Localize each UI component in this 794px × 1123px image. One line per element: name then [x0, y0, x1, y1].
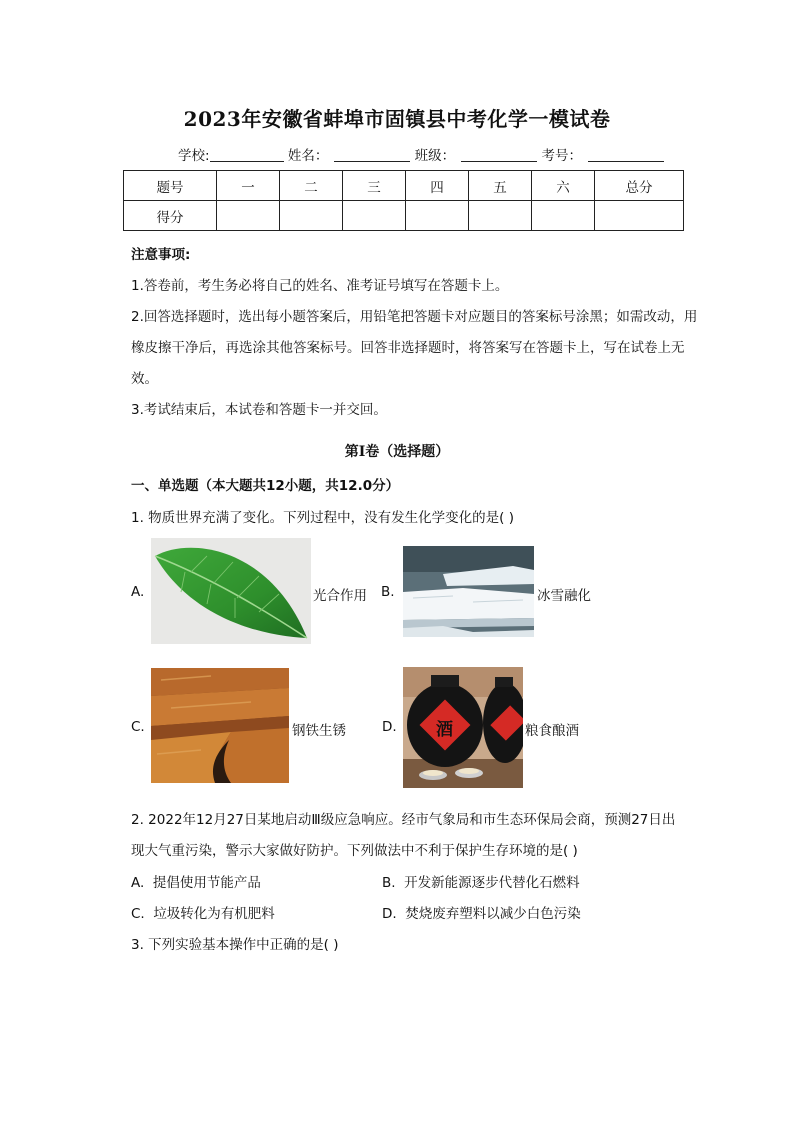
- score-row-label: 得分: [124, 201, 217, 231]
- q2-option-d-label: D.: [382, 906, 397, 922]
- q1-option-b-text: 冰雪融化: [537, 588, 591, 604]
- q2-option-c[interactable]: [131, 902, 275, 922]
- q2-option-a-label: A.: [131, 875, 145, 891]
- question-type-heading: 一、单选题（本大题共12小题，共12.0分）: [131, 478, 400, 494]
- question-2-stem-line-1: 2. 2022年12月27日某地启动Ⅲ级应急响应。经市气象局和市生态环保局会商，预测27日出: [131, 812, 676, 828]
- exam-no-label: 考号：: [541, 148, 582, 164]
- question-3-stem: 3. 下列实验基本操作中正确的是( ): [131, 937, 339, 953]
- score-header-cell: 五: [469, 171, 532, 201]
- ice-image: [403, 546, 534, 637]
- note-item: 1.答卷前，考生务必将自己的姓名、准考证号填写在答题卡上。: [131, 278, 509, 294]
- score-header-cell: 题号: [124, 171, 217, 201]
- q2-option-a[interactable]: [131, 871, 261, 891]
- q2-option-c-text: 垃圾转化为有机肥料: [153, 906, 275, 922]
- q1-option-d-label[interactable]: D.: [382, 719, 397, 735]
- score-table: [123, 170, 684, 231]
- q1-option-a-label[interactable]: A.: [131, 584, 145, 600]
- q1-option-d-text: 粮食酿酒: [525, 723, 579, 739]
- q1-option-a-text: 光合作用: [313, 588, 367, 604]
- q1-option-c-text: 钢铁生锈: [292, 723, 346, 739]
- score-header-cell: 一: [217, 171, 280, 201]
- q1-option-b-label[interactable]: B.: [381, 584, 395, 600]
- score-table-score-row: [124, 201, 684, 231]
- rusty-steel-image: [151, 668, 289, 783]
- notes-section: [131, 240, 706, 426]
- score-header-cell: 三: [343, 171, 406, 201]
- school-blank[interactable]: [210, 147, 284, 162]
- name-blank[interactable]: [334, 147, 410, 162]
- name-label: 姓名：: [287, 148, 329, 164]
- q2-option-d[interactable]: [382, 902, 581, 922]
- question-1-stem: 1. 物质世界充满了变化。下列过程中，没有发生化学变化的是( ): [131, 510, 514, 526]
- q2-option-a-text: 提倡使用节能产品: [152, 875, 261, 891]
- leaf-image: [151, 538, 311, 644]
- score-header-cell: 二: [280, 171, 343, 201]
- score-header-cell: 总分: [595, 171, 684, 201]
- exam-no-blank[interactable]: [588, 147, 664, 162]
- q2-option-b[interactable]: [382, 871, 580, 891]
- wine-jars-image: [403, 667, 523, 788]
- q2-option-d-text: 焚烧废弃塑料以减少白色污染: [405, 906, 581, 922]
- school-label: 学校:: [178, 148, 210, 164]
- score-cell[interactable]: [217, 201, 280, 231]
- student-info-line: [178, 144, 664, 164]
- q2-option-c-label: C.: [131, 906, 145, 922]
- q2-option-b-text: 开发新能源逐步代替化石燃料: [404, 875, 580, 891]
- score-cell[interactable]: [469, 201, 532, 231]
- q2-option-b-label: B.: [382, 875, 396, 891]
- exam-title: 2023年安徽省蚌埠市固镇县中考化学一模试卷: [183, 107, 611, 131]
- score-header-cell: 六: [532, 171, 595, 201]
- score-cell[interactable]: [343, 201, 406, 231]
- notes-heading: 注意事项:: [131, 247, 191, 263]
- jar-label-character: 酒: [436, 720, 453, 740]
- score-cell[interactable]: [595, 201, 684, 231]
- section-title: 第Ⅰ卷（选择题）: [344, 444, 450, 460]
- score-cell[interactable]: [280, 201, 343, 231]
- question-2-stem-line-2: 现大气重污染，警示大家做好防护。下列做法中不利于保护生存环境的是( ): [131, 843, 578, 859]
- class-blank[interactable]: [461, 147, 537, 162]
- note-item: 3.考试结束后，本试卷和答题卡一并交回。: [131, 402, 387, 418]
- score-header-cell: 四: [406, 171, 469, 201]
- note-item: 2.回答选择题时，选出每小题答案后，用铅笔把答题卡对应题目的答案标号涂黑；如需改动，用橡皮擦干净后，再选涂其他答案标号。回答非选择题时，将答案写在答题卡上，写在试卷上无效。: [131, 309, 698, 387]
- q1-option-c-label[interactable]: C.: [131, 719, 145, 735]
- class-label: 班级：: [414, 148, 456, 164]
- score-cell[interactable]: [406, 201, 469, 231]
- score-table-header-row: [124, 171, 684, 201]
- score-cell[interactable]: [532, 201, 595, 231]
